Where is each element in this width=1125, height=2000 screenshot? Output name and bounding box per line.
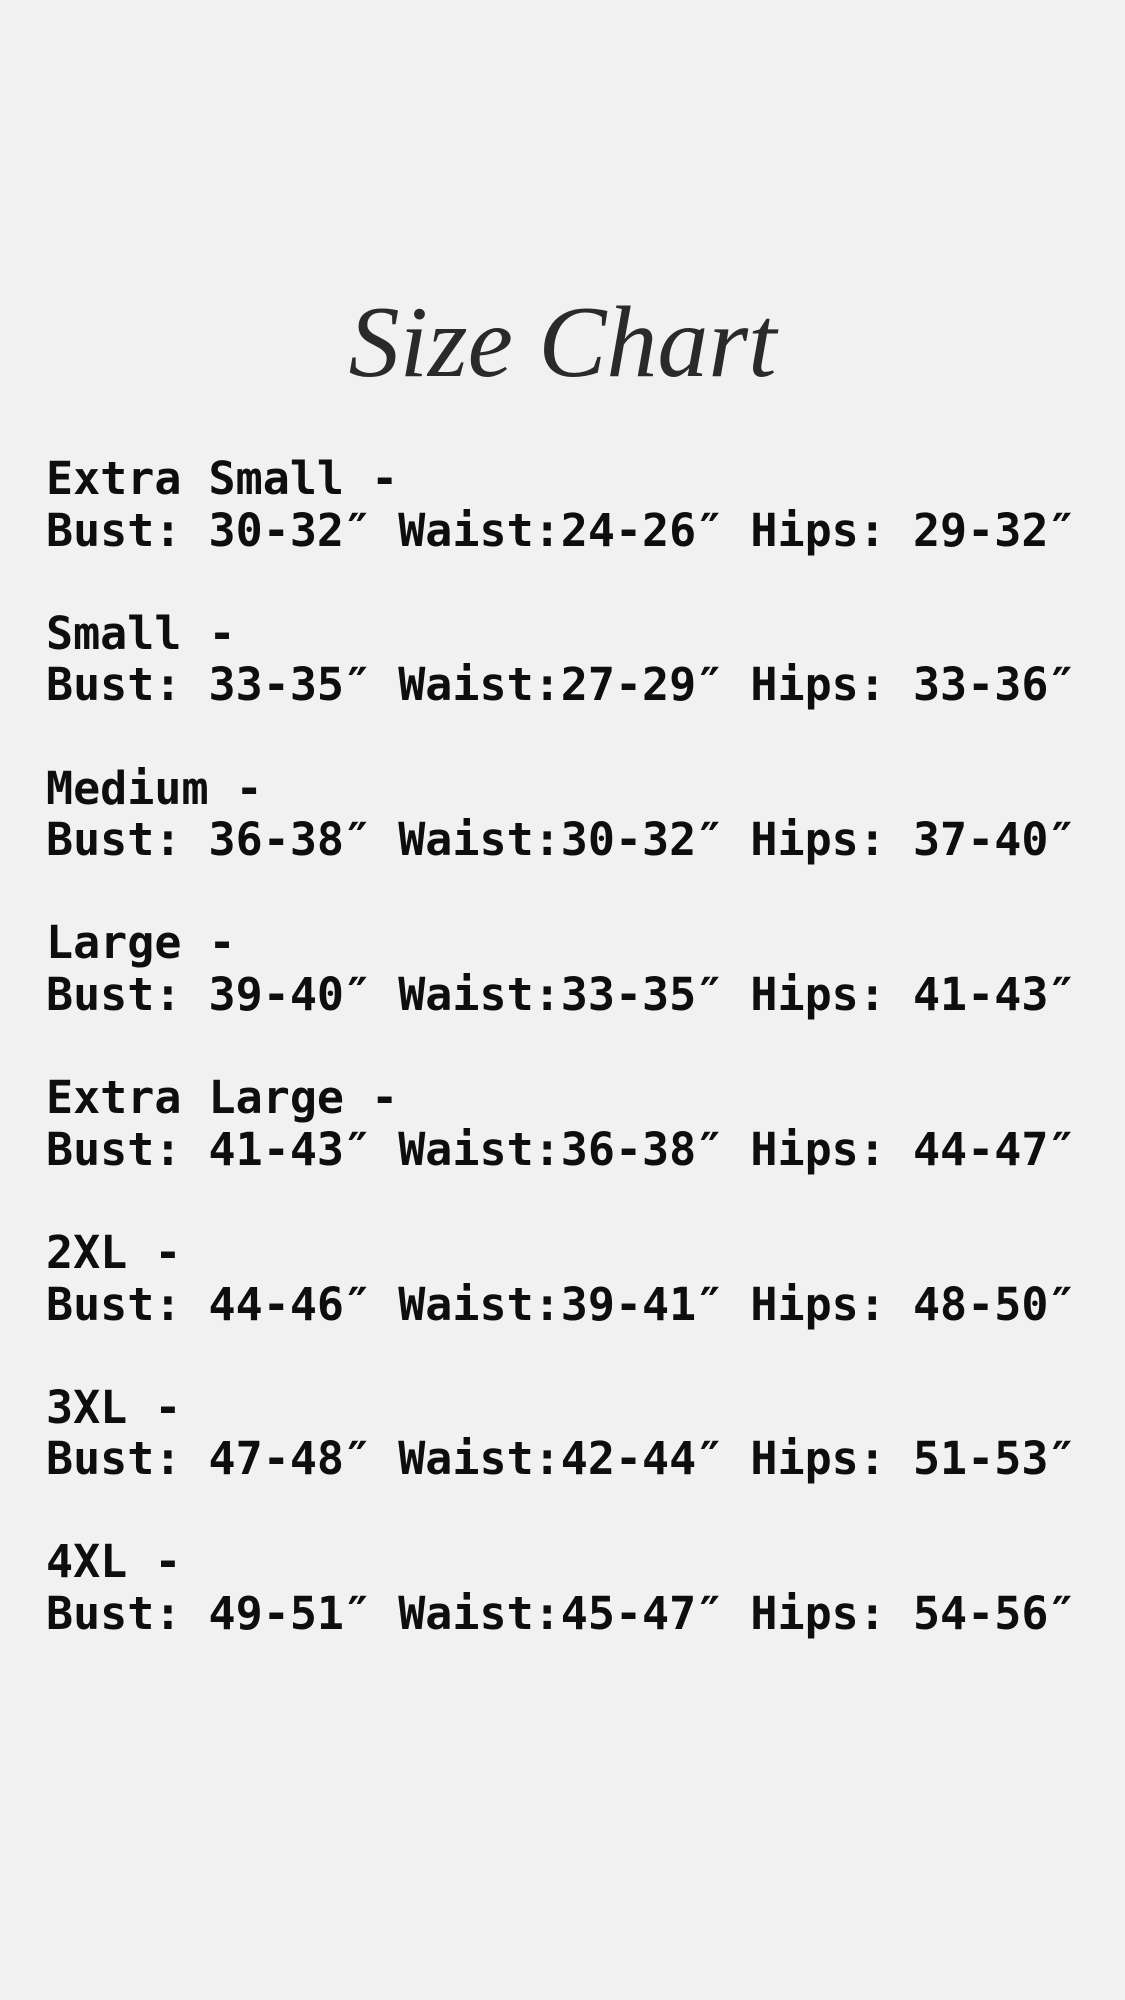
size-section-extra-small	[46, 453, 1105, 556]
size-name: Extra Small -	[46, 452, 399, 505]
size-name: Small -	[46, 606, 236, 660]
size-name: 2XL -	[46, 1225, 182, 1279]
size-section-2xl	[46, 1227, 1105, 1330]
size-measurements: Bust: 47-48″ Waist:42-44″ Hips: 51-53″	[46, 1432, 1076, 1486]
size-name: Medium -	[46, 761, 263, 815]
size-section-extra-large	[46, 1072, 1105, 1175]
size-list	[46, 453, 1105, 1691]
size-name: Extra Large -	[46, 1071, 399, 1125]
size-section-4xl	[46, 1536, 1105, 1639]
size-section-medium	[46, 763, 1105, 866]
size-measurements: Bust: 49-51″ Waist:45-47″ Hips: 54-56″	[46, 1587, 1076, 1641]
size-measurements: Bust: 30-32″ Waist:24-26″ Hips: 29-32″	[46, 503, 1076, 557]
size-name: 3XL -	[46, 1380, 182, 1434]
page-title: Size Chart	[348, 286, 777, 399]
size-name: Large -	[46, 916, 236, 970]
size-section-3xl	[46, 1382, 1105, 1485]
size-measurements: Bust: 39-40″ Waist:33-35″ Hips: 41-43″	[46, 967, 1076, 1021]
size-measurements: Bust: 44-46″ Waist:39-41″ Hips: 48-50″	[46, 1277, 1076, 1331]
size-section-large	[46, 917, 1105, 1020]
size-measurements: Bust: 36-38″ Waist:30-32″ Hips: 37-40″	[46, 813, 1076, 867]
size-measurements: Bust: 41-43″ Waist:36-38″ Hips: 44-47″	[46, 1122, 1076, 1176]
size-section-small	[46, 608, 1105, 711]
size-measurements: Bust: 33-35″ Waist:27-29″ Hips: 33-36″	[46, 658, 1076, 712]
size-name: 4XL -	[46, 1535, 182, 1589]
